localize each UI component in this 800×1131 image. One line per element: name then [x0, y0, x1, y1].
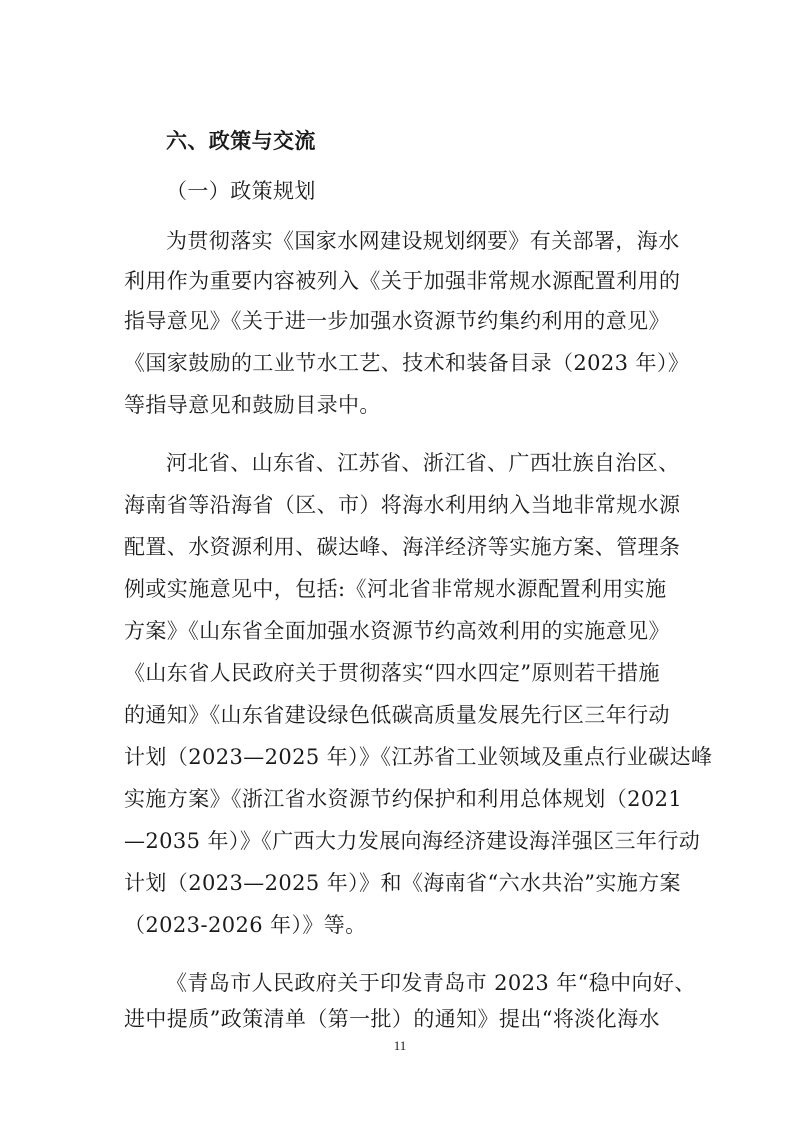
paragraph-line: 计划（2023—2025 年）》《江苏省工业领域及重点行业碳达峰	[124, 745, 713, 769]
paragraph-line: （2023-2026 年）》等。	[124, 913, 367, 937]
paragraph-line: 《青岛市人民政府关于印发青岛市 2023 年“稳中向好、	[166, 971, 696, 995]
paragraph-line: 配置、水资源利用、碳达峰、海洋经济等实施方案、管理条	[124, 535, 681, 559]
subsection-heading: （一）政策规划	[166, 179, 316, 203]
paragraph-line: 为贯彻落实《国家水网建设规划纲要》有关部署，海水	[166, 229, 680, 253]
paragraph-line: —2035 年）》《广西大力发展向海经济建设海洋强区三年行动	[124, 829, 701, 853]
paragraph-line: 海南省等沿海省（区、市）将海水利用纳入当地非常规水源	[124, 493, 681, 517]
paragraph-line: 例或实施意见中，包括:《河北省非常规水源配置利用实施	[124, 577, 667, 601]
paragraph-line: 利用作为重要内容被列入《关于加强非常规水源配置利用的	[124, 269, 681, 293]
paragraph-line: 指导意见》《关于进一步加强水资源节约集约利用的意见》	[124, 309, 670, 333]
paragraph-line: 的通知》《山东省建设绿色低碳高质量发展先行区三年行动	[124, 703, 670, 727]
paragraph-line: 等指导意见和鼓励目录中。	[124, 393, 381, 417]
section-heading: 六、政策与交流	[166, 129, 316, 153]
paragraph-line: 《山东省人民政府关于贯彻落实“四水四定”原则若干措施	[124, 661, 660, 685]
paragraph-line: 实施方案》《浙江省水资源节约保护和利用总体规划（2021	[124, 787, 683, 811]
paragraph-line: 方案》《山东省全面加强水资源节约高效利用的实施意见》	[124, 619, 670, 643]
paragraph-line: 《国家鼓励的工业节水工艺、技术和装备目录（2023 年）》	[124, 351, 690, 375]
paragraph-line: 计划（2023—2025 年）》和《海南省“六水共治”实施方案	[124, 871, 681, 895]
page-number: 11	[393, 1038, 407, 1053]
paragraph-line: 进中提质”政策清单（第一批）的通知》提出“将淡化海水	[124, 1007, 660, 1031]
paragraph-line: 河北省、山东省、江苏省、浙江省、广西壮族自治区、	[166, 451, 680, 475]
